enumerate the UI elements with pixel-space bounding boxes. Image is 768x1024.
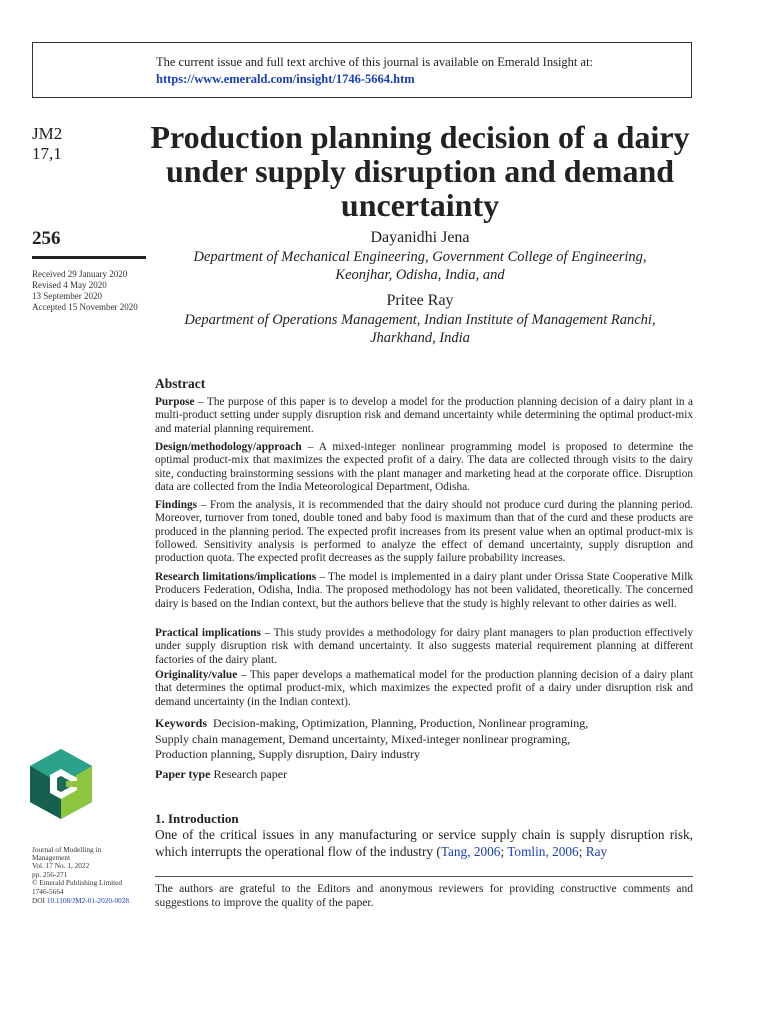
purpose-text: – The purpose of this paper is to develop a model for the production planning decision of a dairy plant in a multi-product setting under supply disruption risk and demand uncertainty while determining the optimal product-mix and material planning requirement. xyxy=(155,396,693,435)
publisher-copyright: © Emerald Publishing Limited xyxy=(32,878,123,887)
emerald-logo-icon xyxy=(30,749,92,819)
introduction-body: One of the critical issues in any manufacturing or service supply chain is supply disruption risk, which interrupts the operational flow of the industry ( xyxy=(155,827,693,859)
journal-pages: pp. 256-271 xyxy=(32,870,68,879)
purpose-label: Purpose xyxy=(155,396,195,408)
limitations-label: Research limitations/implications xyxy=(155,571,317,583)
author-name-1: Dayanidhi Jena xyxy=(370,229,470,246)
author-affiliation-2a: Department of Operations Management, Indian Institute of Management Ranchi, xyxy=(184,312,656,328)
journal-issn: 1746-5664 xyxy=(32,887,64,896)
abstract-limitations xyxy=(155,571,693,611)
keywords-label: Keywords xyxy=(155,716,207,730)
paper-title: Production planning decision of a dairy under supply disruption and demand uncertainty xyxy=(150,119,690,223)
originality-label: Originality/value xyxy=(155,669,238,681)
date-revised-2: 13 September 2020 xyxy=(32,291,102,301)
paper-type-value: Research paper xyxy=(213,767,288,781)
page-number: 256 xyxy=(32,228,61,249)
keywords-text-3: Production planning, Supply disruption, Dairy industry xyxy=(155,747,420,761)
paper-type-label: Paper type xyxy=(155,767,211,781)
abstract-design xyxy=(155,441,693,494)
availability-text: The current issue and full text archive of this journal is available on Emerald Insight at: xyxy=(156,55,594,69)
citation-ray[interactable]: Ray xyxy=(585,844,608,859)
keywords-text-1: Decision-making, Optimization, Planning, Production, Nonlinear programing, xyxy=(213,716,589,730)
journal-availability-box xyxy=(32,42,692,98)
findings-text: – From the analysis, it is recommended that the dairy should not produce curd during the planning period. Moreover, turnover from toned, double toned and baby food is maximum than that of the curd and these products are produced in the planning period. The expected profit increases from its present value when an optimal product-mix is followed. Sensitivity analysis is performed to analyze the effect of demand uncertainty, supply disruption and production quota. The expected profit decreases as the supply failure probability increases. xyxy=(155,499,693,565)
practical-text: – This study provides a methodology for dairy plant managers to plan production effectively under supply disruption risk with demand uncertainty. It also suggests material requirement planning at different factories of the dairy plant. xyxy=(155,627,693,666)
journal-url-link[interactable]: https://www.emerald.com/insight/1746-5664.htm xyxy=(156,72,415,86)
keywords-line-1 xyxy=(155,716,693,732)
journal-name-1: Journal of Modelling in xyxy=(32,845,102,854)
volume-issue: 17,1 xyxy=(32,144,62,163)
date-received: Received 29 January 2020 xyxy=(32,269,128,279)
introduction-text xyxy=(155,826,693,860)
author-name-2: Pritee Ray xyxy=(386,292,454,309)
practical-label: Practical implications xyxy=(155,627,261,639)
abstract-purpose xyxy=(155,396,693,436)
paper-type xyxy=(155,767,287,782)
originality-text: – This paper develops a mathematical model for the production planning decision of a dairy plant that determines the optimal product-mix, which maximizes the expected profit of a dairy under disruption risk and demand uncertainty (in the Indian context). xyxy=(155,669,693,708)
author-affiliation-1a: Department of Mechanical Engineering, Government College of Engineering, xyxy=(193,249,647,265)
date-revised: Revised 4 May 2020 xyxy=(32,280,107,290)
introduction-heading: 1. Introduction xyxy=(155,811,239,826)
design-label: Design/methodology/approach xyxy=(155,441,302,453)
keywords-text-2: Supply chain management, Demand uncertainty, Mixed-integer nonlinear programing, xyxy=(155,731,571,746)
abstract-findings xyxy=(155,499,693,565)
findings-label: Findings xyxy=(155,499,198,511)
citation-tang[interactable]: Tang, 2006 xyxy=(440,844,501,859)
doi-label: DOI xyxy=(32,896,45,905)
abstract-practical xyxy=(155,627,693,667)
doi-line xyxy=(32,897,129,905)
date-accepted: Accepted 15 November 2020 xyxy=(32,302,138,312)
author-affiliation-2b: Jharkhand, India xyxy=(370,330,470,346)
limitations-text: – The model is implemented in a dairy plant under Orissa State Cooperative Milk Producers Federation, Odisha, India. The proposed methodology has not been validated, theoretically. The concerned dairy is based on the Indian context, but the authors believe that the study is highly relevant to other dairies as well. xyxy=(155,571,693,610)
design-text: – A mixed-integer nonlinear programming model is proposed to determine the optimal product-mix that maximizes the expected profit of a dairy. The data are collected through visits to the dairy site, conducting brainstorming sessions with the plant manager and marketing head at the corporate office. Disruption data are collected from the India Meteorological Department, Odisha. xyxy=(155,441,693,493)
journal-name-2: Management xyxy=(32,853,71,862)
citation-tomlin[interactable]: Tomlin, 2006 xyxy=(507,844,579,859)
citation-separator-2: ; xyxy=(578,844,586,859)
abstract-originality xyxy=(155,669,693,709)
journal-code: JM2 xyxy=(32,124,63,143)
abstract-heading: Abstract xyxy=(155,376,206,391)
acknowledgement-footnote: The authors are grateful to the Editors and anonymous reviewers for providing constructive comments and suggestions to improve the quality of the paper. xyxy=(155,883,693,909)
doi-link[interactable]: 10.1108/JM2-01-2020-0028 xyxy=(46,896,130,905)
keywords-block xyxy=(155,716,693,763)
author-affiliation-1b: Keonjhar, Odisha, India, and xyxy=(335,267,505,283)
journal-volume: Vol. 17 No. 1, 2022 xyxy=(32,861,90,870)
page-number-rule xyxy=(32,256,146,259)
footnote-rule xyxy=(155,876,693,877)
citation-separator: ; xyxy=(500,844,508,859)
